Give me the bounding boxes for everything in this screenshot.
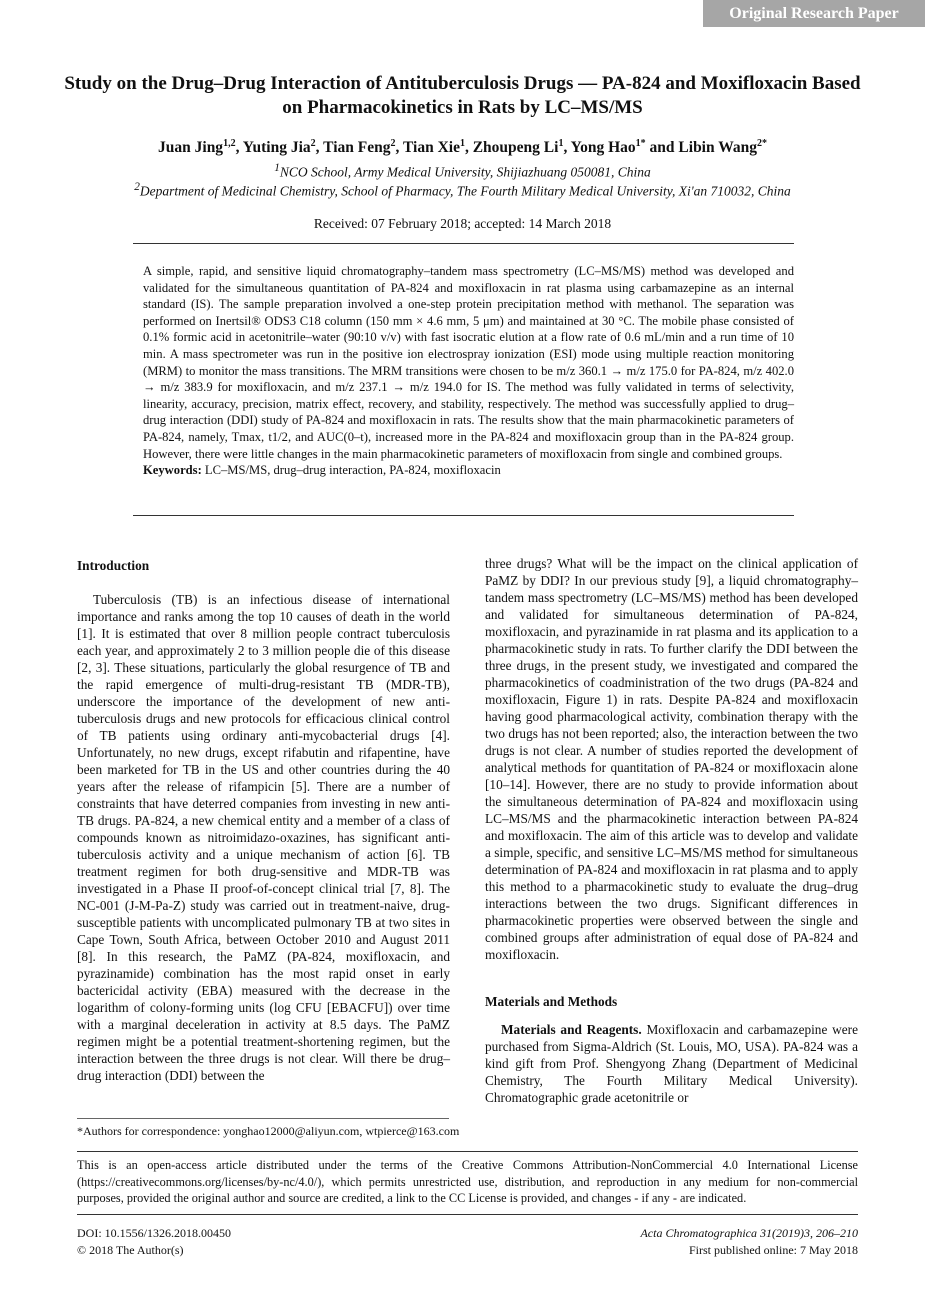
author-separator: ,: [563, 139, 571, 157]
paragraph-continued: three drugs? What will be the impact on the clinical application of PaMZ by DDI? In our previous study [9], a liquid chromatography–tandem mass spectrometry (LC–MS/MS) method has been developed and validated for simultaneous determination of PA-824, moxifloxacin, and pyrazinamide in rat plasma and its application to a pharmacokinetic study in rats. To further clarify the DDI between the three drugs, in the present study, we investigated and compared the pharmacokinetics of coadministration of the two drugs (PA-824 and moxifloxacin, Figure 1) in rats. Despite PA-824 and moxifloxacin having good pharmacological activity, combination therapy with the two drugs has not been reported; also, the interaction between the two drugs is not clear. A number of studies reported the development of analytical methods for quantitation of PA-824 or moxifloxacin alone [10–14]. However, there are no study to provide information about the simultaneous determination of PA-824 and moxifloxacin using LC–MS/MS and the pharmacokinetic interaction between PA-824 and moxifloxacin. The aim of this article was to develop and validate a simple, specific, and sensitive LC–MS/MS method for simultaneous determination of PA-824 and moxifloxacin in rat plasma and to apply this method to a pharmacokinetic study to evaluate the drug–drug interactions between the two drugs. Significant differences in pharmacokinetic properties were observed between the single and combined groups after administration of equal dose of PA-824 and moxifloxacin.: [485, 556, 859, 962]
affiliation-text: Department of Medicinal Chemistry, School of Pharmacy, The Fourth Military Medical University, Xi'an 710032, China: [139, 183, 791, 199]
author-name: Yong Hao: [570, 139, 636, 157]
affiliation-marker: 2: [134, 181, 140, 193]
author-separator: ,: [235, 139, 243, 157]
received-dates: Received: 07 February 2018; accepted: 14 March 2018: [313, 216, 612, 231]
keywords-text: LC–MS/MS, drug–drug interaction, PA-824, moxifloxacin: [201, 463, 501, 478]
paragraph-text: Moxifloxacin and carbamazepine were purchased from Sigma-Aldrich (St. Louis, MO, USA). PA-824 was a kind gift from Prof. Shengyong Zhang (Department of Medicinal Chemistry, The Fourth Military Medical University). Chromatographic grade acetonitrile or: [485, 1022, 858, 1105]
author-separator: ,: [464, 139, 473, 157]
affiliation-text: NCO School, Army Medical University, Shijiazhuang 050081, China: [279, 164, 651, 180]
paragraph: Tuberculosis (TB) is an infectious disease of international importance and ranks among the top 10 causes of death in the world [1]. It is estimated that over 8 million people contract tuberculosis each year, and approximately 2 to 3 million people die of this disease [2, 3]. These situations, particularly the global resurgence of TB and the rapid emergence of multi-drug-resistant TB (MDR-TB), underscore the importance of the development of new anti-tuberculosis drugs and new protocols for efficacious clinical control of TB patients using ordinary anti-mycobacterial drugs [4]. Unfortunately, no new drugs, except rifabutin and rifapentine, have been marketed for TB in the US and other countries during the 40 years after the release of rifampicin [5]. There are a number of constraints that have deterred companies from investing in new anti-TB drugs. PA-824, a new chemical entity and a member of a class of compounds known as nitroimidazo-oxazines, has significant anti-tuberculosis activity and a unique mechanism of action [6]. TB treatment regimen for both drug-sensitive and MDR-TB was investigated in a Phase II proof-of-concept clinical trial [7, 8]. The NC-001 (J-M-Pa-Z) study was carried out in treatment-naive, drug-susceptible patients with uncomplicated pulmonary TB at two sites in Cape Town, South Africa, between October 2010 and August 2011 [8]. In this research, the PaMZ (PA-824, moxifloxacin, and pyrazinamide) combination has the most rapid onset in early bactericidal activity (EBA) measured with the decrease in the logarithm of colony-forming units (log CFU [EBACFU]) over time with a marginal deceleration in activity at 8.5 days. The PaMZ regimen might be a potential treatment-shortening regimen, but the interaction between the three drugs is not clear. Will there be drug–drug interaction (DDI) between the: [77, 592, 450, 1083]
author-separator: and: [645, 139, 679, 157]
author-list: [60, 138, 865, 157]
author-name: Tian Xie: [402, 139, 460, 157]
paper-title: Study on the Drug–Drug Interaction of Antituberculosis Drugs — PA-824 and Moxifloxacin Based on Pharmacokinetics in Rats by LC–MS/MS: [64, 73, 861, 118]
author-name: Libin Wang: [678, 139, 757, 157]
author-name: Zhoupeng Li: [472, 139, 559, 157]
section-heading-methods: Materials and Methods: [485, 994, 618, 1009]
author-separator: ,: [315, 139, 324, 157]
author-affiliation-marker: 1,2: [223, 138, 236, 149]
journal-citation: Acta Chromatographica 31(2019)3, 206–210: [640, 1226, 858, 1240]
keywords-label: Keywords:: [143, 463, 202, 478]
paragraph: [485, 1021, 858, 1106]
divider: [77, 1214, 858, 1215]
affiliation-1: [40, 162, 885, 181]
affiliation-2: [40, 181, 885, 200]
author-name: Juan Jing: [158, 139, 224, 157]
subsection-label: Materials and Reagents.: [501, 1022, 642, 1037]
footnote-divider: [77, 1118, 449, 1119]
divider: [133, 243, 794, 244]
divider: [133, 515, 794, 516]
author-affiliation-marker: 2: [390, 138, 396, 149]
author-affiliation-marker: 1: [459, 138, 465, 149]
license-statement: This is an open-access article distributed under the terms of the Creative Commons Attribution-NonCommercial 4.0 International License (https://creativecommons.org/licenses/by-nc/4.0/), which permits unrestricted use, distribution, and reproduction in any medium for non-commercial purposes, provided the original author and source are credited, a link to the CC License is provided, and changes - if any - are indicated.: [77, 1158, 858, 1205]
affiliation-marker: 1: [274, 162, 280, 174]
divider: [77, 1151, 858, 1152]
copyright: © 2018 The Author(s): [77, 1243, 184, 1257]
section-heading-introduction: Introduction: [77, 558, 150, 573]
publication-date: First published online: 7 May 2018: [689, 1243, 858, 1257]
author-affiliation-marker: 2: [310, 138, 316, 149]
author-affiliation-marker: 1: [558, 138, 564, 149]
right-column: [485, 555, 858, 1106]
author-affiliation-marker: 1*: [635, 138, 646, 149]
author-name: Tian Feng: [323, 139, 391, 157]
doi: DOI: 10.1556/1326.2018.00450: [77, 1226, 231, 1240]
left-column: [77, 557, 450, 1084]
author-separator: ,: [395, 139, 403, 157]
abstract-text: A simple, rapid, and sensitive liquid chromatography–tandem mass spectrometry (LC–MS/MS) method was developed and validated for the simultaneous quantitation of PA-824 and moxifloxacin in rat plasma using carbamazepine as an internal standard (IS). The sample preparation involved a one-step protein precipitation method with methanol. The separation was performed on Inertsil® ODS3 C18 column (150 mm × 4.6 mm, 5 μm) and maintained at 30 °C. The mobile phase consisted of 0.1% formic acid in acetonitrile–water (90:10 v/v) with fast isocratic elution at a flow rate of 0.6 mL/min and a run time of 10 min. A mass spectrometer was run in the positive ion electrospray ionization (ESI) mode using multiple reaction monitoring (MRM) to monitor the mass transitions. The MRM transitions were chosen to be m/z 360.1 → m/z 175.0 for PA-824, m/z 402.0 → m/z 383.9 for moxifloxacin, and m/z 237.1 → m/z 194.0 for IS. The method was fully validated in terms of selectivity, linearity, accuracy, precision, matrix effect, recovery, and stability, respectively. The method was successfully applied to drug–drug interaction (DDI) study of PA-824 and moxifloxacin in rats. The results show that the main pharmacokinetic parameters of PA-824, namely, Tmax, t1/2, and AUC(0–t), increased more in the PA-824 and moxifloxacin group than in the PA-824 group. However, there were little changes in the main pharmacokinetic parameters of moxifloxacin from single and combined groups.: [143, 264, 794, 461]
correspondence-footnote: *Authors for correspondence: yonghao12000@aliyun.com, wtpierce@163.com: [77, 1124, 460, 1138]
keywords: [143, 462, 794, 479]
abstract: [143, 263, 794, 479]
article-type-banner: Original Research Paper: [703, 0, 925, 27]
author-affiliation-marker: 2*: [756, 138, 767, 149]
author-name: Yuting Jia: [242, 139, 311, 157]
